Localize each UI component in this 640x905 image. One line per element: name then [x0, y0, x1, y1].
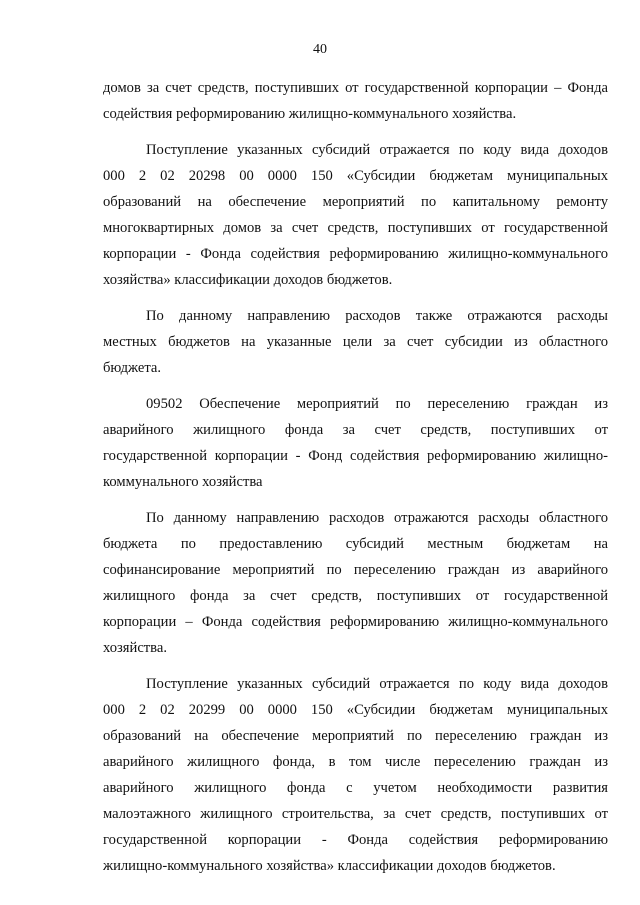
- text-line: хозяйства» классификации доходов бюджетов.: [103, 272, 393, 288]
- paragraph-local-budgets: [103, 303, 608, 381]
- text-line: домов за счет средств, поступивших от государственной корпорации – Фонда: [103, 80, 608, 96]
- text-line: местных бюджетов на указанные цели за счет субсидии из областного: [103, 334, 608, 350]
- text-line: корпорации - Фонда содействия реформированию жилищно-коммунального: [103, 246, 608, 262]
- page-number: 40: [313, 42, 327, 57]
- text-line: коммунального хозяйства: [103, 474, 263, 490]
- text-line: 09502 Обеспечение мероприятий по переселению граждан из: [146, 396, 608, 412]
- text-line: жилищного фонда за счет средств, поступивших от государственной: [103, 588, 608, 604]
- text-line: По данному направлению расходов отражаются расходы областного: [146, 510, 608, 526]
- text-line: аварийного жилищного фонда, в том числе переселению граждан из: [103, 754, 608, 770]
- text-line: бюджета по предоставлению субсидий местным бюджетам на: [103, 536, 608, 552]
- paragraph-income-code-20299: [103, 671, 608, 879]
- text-line: государственной корпорации - Фонда содействия реформированию: [103, 832, 608, 848]
- text-line: многоквартирных домов за счет средств, поступивших от государственной: [103, 220, 608, 236]
- text-line: образований на обеспечение мероприятий по капитальному ремонту: [103, 194, 608, 210]
- text-line: аварийного жилищного фонда с учетом необходимости развития: [103, 780, 608, 796]
- text-line: корпорации – Фонда содействия реформированию жилищно-коммунального: [103, 614, 608, 630]
- document-body: [103, 75, 608, 879]
- text-line: софинансирование мероприятий по переселению граждан из аварийного: [103, 562, 608, 578]
- text-line: По данному направлению расходов также отражаются расходы: [146, 308, 608, 324]
- text-line: государственной корпорации - Фонд содействия реформированию жилищно-: [103, 448, 608, 464]
- text-line: образований на обеспечение мероприятий по переселению граждан из: [103, 728, 608, 744]
- text-line: Поступление указанных субсидий отражается по коду вида доходов: [146, 142, 608, 158]
- paragraph-continuation: [103, 75, 608, 127]
- paragraph-regional-budget: [103, 505, 608, 661]
- text-line: 000 2 02 20299 00 0000 150 «Субсидии бюджетам муниципальных: [103, 702, 608, 718]
- paragraph-code-09502: [103, 391, 608, 495]
- text-line: Поступление указанных субсидий отражается по коду вида доходов: [146, 676, 608, 692]
- text-line: бюджета.: [103, 360, 162, 376]
- text-line: содействия реформированию жилищно-коммунального хозяйства.: [103, 106, 517, 122]
- text-line: 000 2 02 20298 00 0000 150 «Субсидии бюджетам муниципальных: [103, 168, 608, 184]
- paragraph-income-code-20298: [103, 137, 608, 293]
- text-line: аварийного жилищного фонда за счет средств, поступивших от: [103, 422, 608, 438]
- text-line: жилищно-коммунального хозяйства» классификации доходов бюджетов.: [103, 858, 556, 874]
- text-line: хозяйства.: [103, 640, 168, 656]
- text-line: малоэтажного жилищного строительства, за счет средств, поступивших от: [103, 806, 608, 822]
